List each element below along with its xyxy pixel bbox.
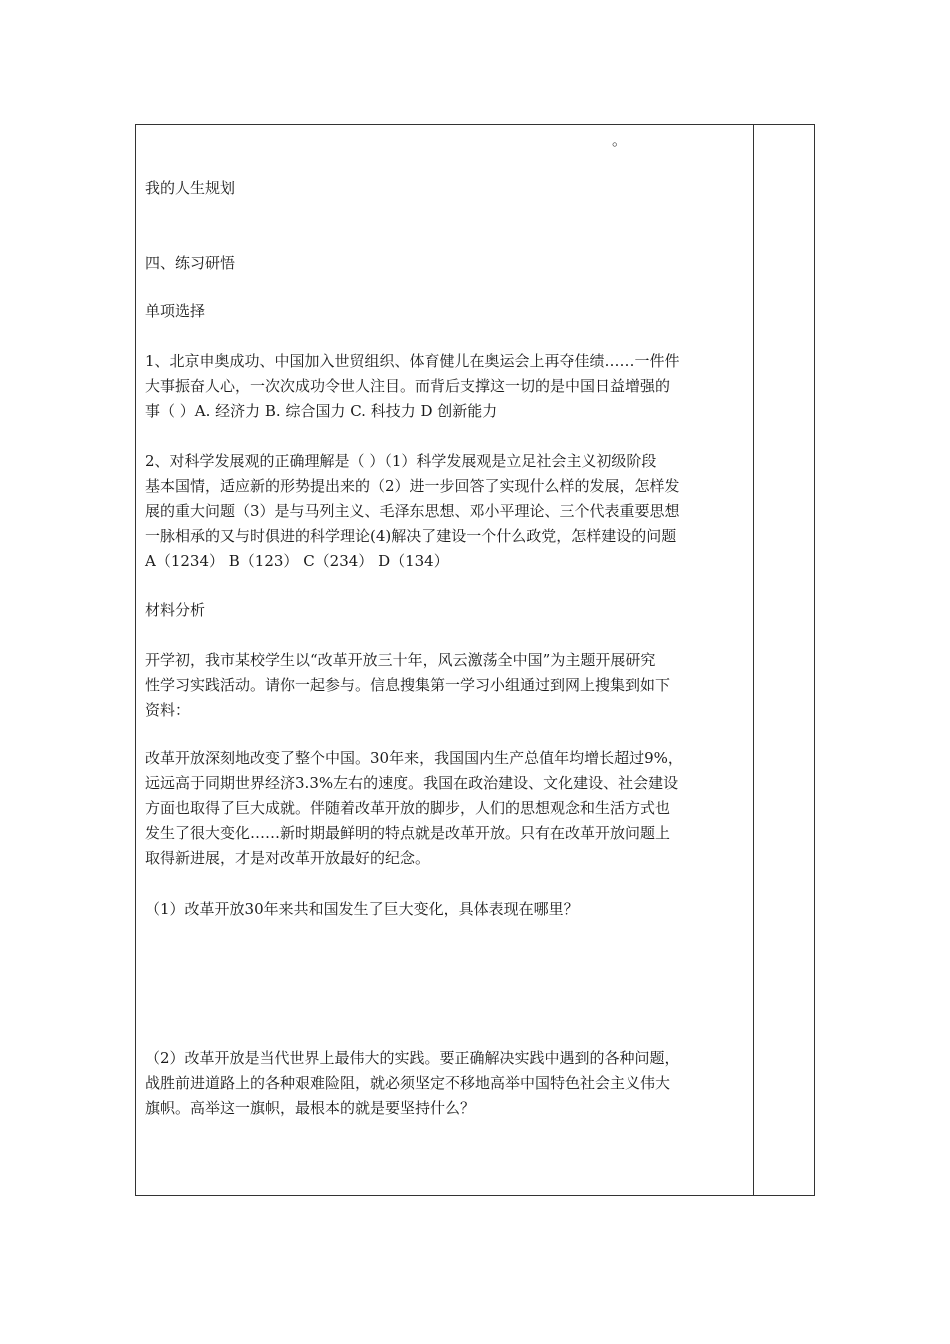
material-text-line: 发生了很大变化……新时期最鲜明的特点就是改革开放。只有在改革开放问题上	[145, 824, 671, 842]
material-text	[145, 746, 750, 871]
material-intro-line: 资料：	[145, 701, 191, 719]
material-intro-line: 性学习实践活动。请你一起参与。信息搜集第一学习小组通过到网上搜集到如下	[145, 676, 671, 694]
material-text-line: 取得新进展，才是对改革开放最好的纪念。	[145, 849, 431, 867]
sub-question-1: （1）改革开放30年来共和国发生了巨大变化，具体表现在哪里？	[145, 900, 579, 918]
column-divider	[753, 124, 754, 1196]
question-1	[145, 349, 750, 424]
life-plan-heading: 我的人生规划	[145, 179, 236, 197]
sub-question-2-line: （2）改革开放是当代世界上最伟大的实践。要正确解决实践中遇到的各种问题，	[145, 1049, 680, 1067]
question-1-line: 大事振奋人心，一次次成功令世人注目。而背后支撑这一切的是中国日益增强的	[145, 377, 671, 395]
top-mark: 。	[612, 131, 628, 149]
question-2-line: 2、对科学发展观的正确理解是（ ）（1）科学发展观是立足社会主义初级阶段	[145, 452, 657, 470]
question-1-line: 1、北京申奥成功、中国加入世贸组织、体育健儿在奥运会上再夺佳绩……一件件	[145, 352, 680, 370]
question-2-line: 一脉相承的又与时俱进的科学理论(4)解决了建设一个什么政党，怎样建设的问题	[145, 527, 677, 545]
material-intro-line: 开学初，我市某校学生以“改革开放三十年，风云激荡全中国”为主题开展研究	[145, 651, 656, 669]
single-choice-heading: 单项选择	[145, 302, 206, 320]
sub-question-2-line: 旗帜。高举这一旗帜，最根本的就是要坚持什么？	[145, 1099, 476, 1117]
question-2-line: A（1234） B（123） C（234） D（134）	[145, 552, 449, 570]
question-2-line: 基本国情，适应新的形势提出来的（2）进一步回答了实现什么样的发展，怎样发	[145, 477, 680, 495]
question-2-line: 展的重大问题（3）是与马列主义、毛泽东思想、邓小平理论、三个代表重要思想	[145, 502, 680, 520]
material-intro	[145, 648, 750, 723]
question-1-line: 事（ ）A. 经济力 B. 综合国力 C. 科技力 D 创新能力	[145, 402, 498, 420]
section-four-heading: 四、练习研悟	[145, 254, 236, 272]
sub-question-2	[145, 1046, 750, 1121]
material-text-line: 远远高于同期世界经济3.3%左右的速度。我国在政治建设、文化建设、社会建设	[145, 774, 679, 792]
question-2	[145, 449, 750, 574]
material-text-line: 改革开放深刻地改变了整个中国。30年来，我国国内生产总值年均增长超过9%，	[145, 749, 683, 767]
sub-question-2-line: 战胜前进道路上的各种艰难险阻，就必须坚定不移地高举中国特色社会主义伟大	[145, 1074, 671, 1092]
material-text-line: 方面也取得了巨大成就。伴随着改革开放的脚步，人们的思想观念和生活方式也	[145, 799, 671, 817]
material-heading: 材料分析	[145, 601, 206, 619]
